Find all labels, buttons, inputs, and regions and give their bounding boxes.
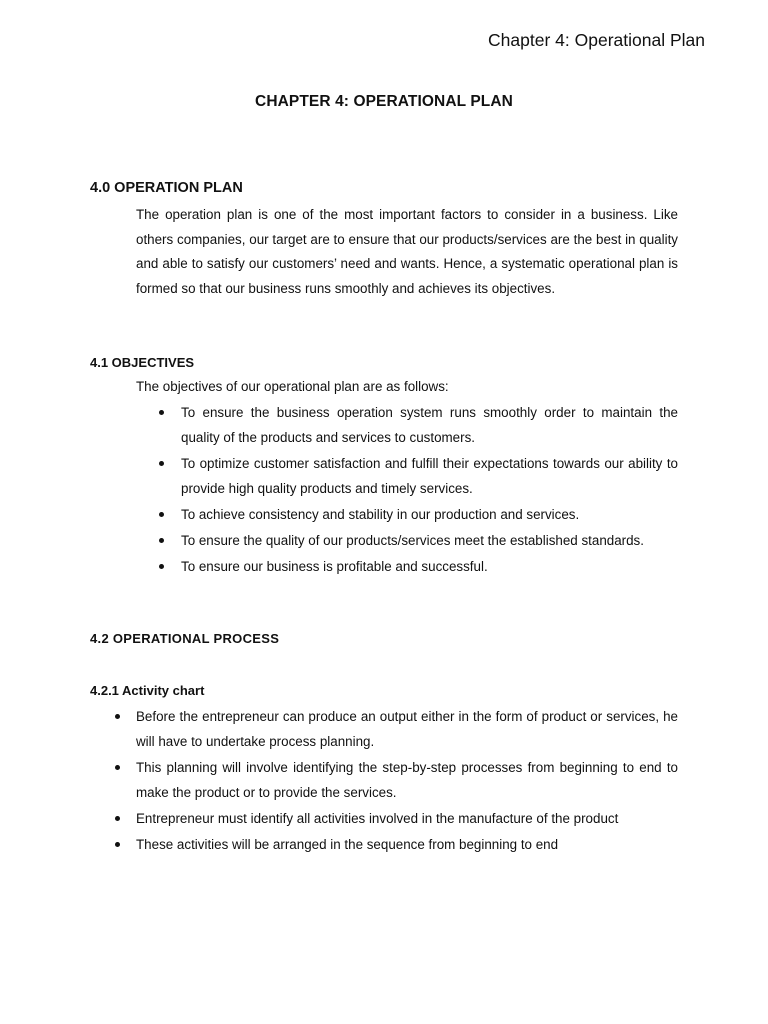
list-item-text: To optimize customer satisfaction and fulfill their expectations towards our ability to provide high quality products and timely services. xyxy=(181,456,678,496)
bullet-icon xyxy=(115,765,120,770)
bullet-icon xyxy=(159,538,164,543)
section-heading-activity-chart: 4.2.1 Activity chart xyxy=(90,683,205,698)
section-heading-objectives: 4.1 OBJECTIVES xyxy=(90,355,195,370)
bullet-icon xyxy=(115,714,120,719)
section-heading-operation-plan: 4.0 OPERATION PLAN xyxy=(90,180,243,196)
running-header: Chapter 4: Operational Plan xyxy=(488,30,705,50)
list-item-text: To ensure the quality of our products/services meet the established standards. xyxy=(181,533,644,548)
list-item xyxy=(136,755,678,805)
operation-plan-paragraph: The operation plan is one of the most important factors to consider in a business. Like others companies, our target are to ensure that our products/services are the best in quality and able to satisfy our customers’ need and wants. Hence, a systematic operational plan is formed so that our business runs smoothly and achieves its objectives. xyxy=(136,207,678,296)
chapter-title: CHAPTER 4: OPERATIONAL PLAN xyxy=(255,93,513,110)
activity-chart-list xyxy=(136,704,678,858)
bullet-icon xyxy=(159,461,164,466)
bullet-icon xyxy=(159,410,164,415)
list-item xyxy=(136,806,678,831)
bullet-icon xyxy=(159,564,164,569)
list-item xyxy=(181,502,678,527)
list-item xyxy=(136,832,678,857)
bullet-icon xyxy=(159,512,164,517)
list-item xyxy=(136,704,678,754)
list-item-text: Entrepreneur must identify all activities involved in the manufacture of the product xyxy=(136,811,619,826)
list-item-text: To ensure our business is profitable and successful. xyxy=(181,559,488,574)
bullet-icon xyxy=(115,816,120,821)
list-item-text: These activities will be arranged in the sequence from beginning to end xyxy=(136,837,559,852)
list-item xyxy=(181,554,678,579)
list-item xyxy=(181,400,678,450)
list-item-text: Before the entrepreneur can produce an output either in the form of product or services, he will have to undertake process planning. xyxy=(136,709,678,749)
objectives-list xyxy=(181,400,678,580)
objectives-intro: The objectives of our operational plan are as follows: xyxy=(136,379,449,394)
list-item-text: To ensure the business operation system runs smoothly order to maintain the quality of the products and services to customers. xyxy=(181,405,678,445)
section-heading-operational-process: 4.2 OPERATIONAL PROCESS xyxy=(90,631,280,646)
list-item-text: To achieve consistency and stability in our production and services. xyxy=(181,507,580,522)
list-item xyxy=(181,451,678,501)
list-item xyxy=(181,528,678,553)
bullet-icon xyxy=(115,842,120,847)
list-item-text: This planning will involve identifying the step-by-step processes from beginning to end to make the product or to provide the services. xyxy=(136,760,678,800)
